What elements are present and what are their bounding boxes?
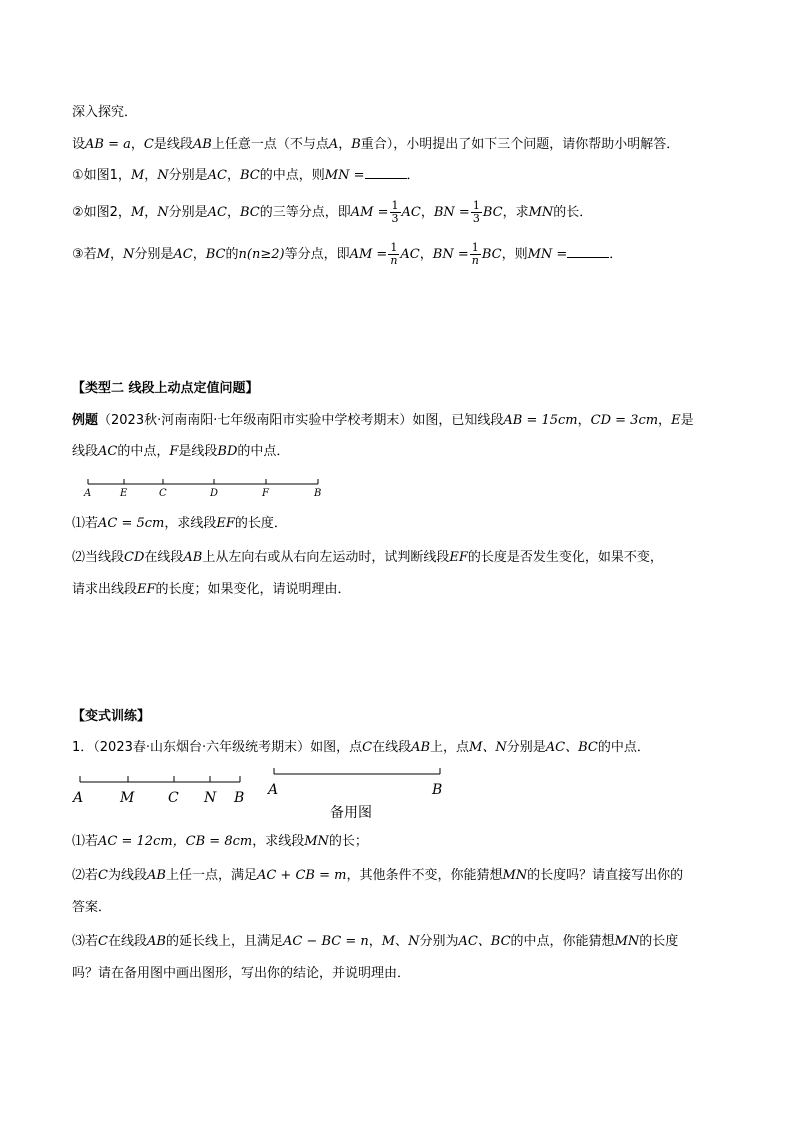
label-d: D — [210, 488, 219, 499]
type2-p1: ⑴若AC = 5cm，求线段EF的长度． — [72, 516, 287, 531]
segment-figure-aecdfb — [72, 470, 332, 502]
variant-question: 1．（2023春·山东烟台·六年级统考期末）如图，点C在线段AB上，点M、N分别是AC、BC的中点． — [72, 740, 650, 755]
fraction-one-over-n: $\frac{1}{n}$ — [471, 241, 479, 267]
spare-caption: 备用图 — [330, 805, 372, 821]
deep-q2: ②如图2，M，N分别是AC，BC的三等分点，即AM = $\frac{1}{3}$ AC，BN = $\frac{1}{3}$ BC，求MN的长． — [72, 199, 593, 225]
answer-blank[interactable] — [365, 166, 407, 179]
label-b: B — [314, 488, 322, 499]
deep-intro: 设AB = a，C是线段AB上任意一点（不与点A，B重合），小明提出了如下三个问题，请你帮助小明解答． — [72, 137, 680, 152]
label-a: A — [84, 488, 92, 499]
variant-p2-line1: ⑵若C为线段AB上任一点，满足AC + CB = m，其他条件不变，你能猜想MN的长度吗？请直接写出你的 — [72, 868, 684, 883]
label-f: F — [262, 488, 269, 499]
fraction-one-third: $\frac{1}{3}$ — [391, 199, 399, 225]
type2-p2-line2: 请求出线段EF的长度；如果变化，请说明理由． — [72, 582, 351, 597]
type2-example-line1: 例题（2023秋·河南南阳·七年级南阳市实验中学校考期末）如图，已知线段AB = 15cm，CD = 3cm，E是 — [72, 413, 694, 428]
label-c: C — [168, 790, 179, 806]
segment-figure-amcnb — [66, 764, 266, 808]
variant-p2-line2: 答案． — [72, 900, 112, 915]
label-m: M — [120, 790, 135, 806]
variant-p1: ⑴若AC = 12cm，CB = 8cm，求线段MN的长； — [72, 834, 368, 849]
label-n: N — [204, 790, 217, 806]
fraction-one-over-n: $\frac{1}{n}$ — [390, 241, 398, 267]
deep-q3: ③若M，N分别是AC，BC的n(n≥2)等分点，即AM = $\frac{1}{n}$ AC，BN = $\frac{1}{n}$ BC，则MN = ． — [72, 241, 623, 267]
deep-q1: ①如图1，M，N分别是AC，BC的中点，则MN = ． — [72, 168, 420, 183]
label-e: E — [120, 488, 128, 499]
variant-p3-line2: 吗？请在备用图中画出图形，写出你的结论，并说明理由． — [72, 966, 411, 981]
variant-heading: 【变式训练】 — [72, 709, 151, 724]
fraction-one-third: $\frac{1}{3}$ — [472, 199, 480, 225]
spare-figure — [262, 764, 462, 800]
label-c: C — [159, 488, 167, 499]
deep-title: 深入探究． — [72, 105, 138, 120]
variant-p3-line1: ⑶若C在线段AB的延长线上，且满足AC − BC = n，M、N分别为AC、BC的中点，你能猜想MN的长度 — [72, 934, 679, 949]
answer-blank[interactable] — [567, 245, 609, 258]
label-a: A — [73, 790, 84, 806]
type2-example-line2: 线段AC的中点，F是线段BD的中点． — [72, 444, 290, 459]
type2-p2-line1: ⑵当线段CD在线段AB上从左向右或从右向左运动时，试判断线段EF的长度是否发生变化，如果不变， — [72, 550, 663, 565]
label-b: B — [432, 782, 443, 798]
label-b: B — [234, 790, 245, 806]
label-a: A — [268, 782, 279, 798]
type2-heading: 【类型二 线段上动点定值问题】 — [72, 381, 259, 396]
